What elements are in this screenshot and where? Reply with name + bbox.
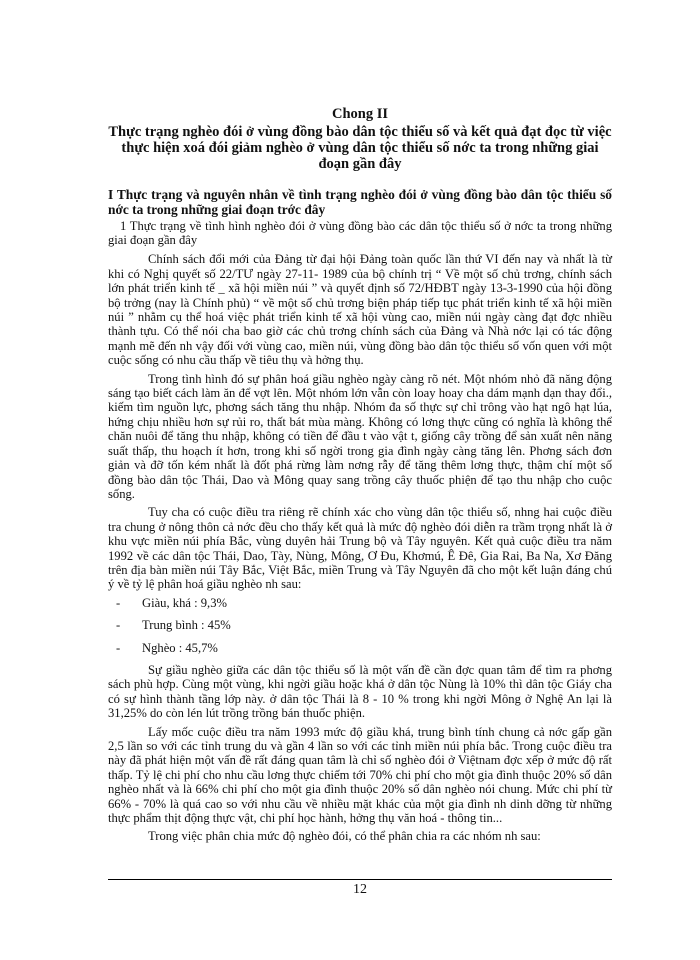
- paragraph-1: Chính sách đổi mới của Đảng từ đại hội Đảng toàn quốc lần thứ VI đến nay và nhất là từ khi có Nghị quyết số 22/TƯ ngày 27-11- 1989 của bộ chính trị “ Về một số chủ trơng, chính sách lớn phát triển kinh tế _ xã hội miền núi ” và quyết định số 72/HĐBT ngày 13-3-1990 của hội đồng bộ trởng (nay là Chính phủ) “ về một số chủ trơng biện pháp tiếp tục phát triển kinh tế xã hội miền núi ” nhằm cụ thể hoá việc phát triển kinh tế xã hội vùng cao, miền núi ngày càng đạt đợc nhiều thành tựu. Có thể nói cha bao giờ các chủ trơng chính sách của Đảng và Nhà nớc lại có tác động mạnh mẽ đến nh vậy đối với vùng cao, miền núi, vùng đồng bào dân tộc thiểu số vốn quen với một cuộc sống có nhu cầu thấp về tiêu thụ và hởng thụ.: [108, 252, 612, 368]
- section-heading: I Thực trạng và nguyên nhân về tình trạng nghèo đói ở vùng đồng bào dân tộc thiểu số nớc ta trong những giai đoạn trớc đây: [108, 187, 612, 217]
- list-item: - Trung bình : 45%: [116, 618, 231, 633]
- chapter-heading: Chong II: [331, 106, 388, 122]
- chapter-title: Thực trạng nghèo đói ở vùng đồng bào dân tộc thiểu số và kết quả đạt đọc từ việc thực hiện xoá đói giảm nghèo ở vùng dân tộc thiểu số nớc ta trong những giai đoạn gần đây: [108, 124, 612, 172]
- poverty-rate-list: [108, 596, 612, 655]
- page-number: 12: [353, 882, 367, 897]
- list-item: - Giàu, khá : 9,3%: [116, 595, 227, 610]
- list-item-text: Trung bình : 45%: [142, 618, 231, 633]
- footer-divider: [108, 879, 612, 880]
- paragraph-2: Trong tình hình đó sự phân hoá giầu nghèo ngày càng rõ nét. Một nhóm nhỏ đã năng động sáng tạo biết cách làm ăn để vợt lên. Một nhóm lớn vẫn còn loay hoay cha dám mạnh dạn thay đổi., kiếm tìm nguồn lực, phơng sách tăng thu nhập. Nhóm đa số thực sự chỉ trông vào hạt ngô hạt lúa, hứng chịu nhiều hơn sự rủi ro, thất bát mùa màng. Không có lơng thực cũng có nghĩa là không thể chăn nuôi để tăng thu nhập, không có tiền để đầu t vào vật t, giống cây trồng để sản xuất nên năng suất thấp, thu hoạch ít hơn, trong khi số ngời trong gia đình ngày càng tăng lên. Phơng sách đơn giản và đỡ tốn kém nhất là đốt phá rừng làm nơng rẫy để tăng thêm lơng thực, thậm chí một số đồng bào dân tộc Thái, Dao và Mông quay sang trồng cây thuốc phiện để tạo thu nhập cho cuộc sống.: [108, 371, 612, 501]
- page-content: [108, 106, 612, 848]
- paragraph-4: Sự giầu nghèo giữa các dân tộc thiểu số là một vấn đề cần đợc quan tâm để tìm ra phơng sách phù hợp. Cùng một vùng, khi ngời giầu hoặc khá ở dân tộc Nùng là 10% thì dân tộc Giáy cha có sự hình thành tầng lớp này. ở dân tộc Thái là 8 - 10 % trong khi ngời Mông ở Nghệ An lại là 31,25% do còn lén lút trồng trồng bán thuốc phiện.: [108, 662, 612, 721]
- subsection-heading: 1 Thực trạng về tình hình nghèo đói ở vùng đồng bào các dân tộc thiểu số ở nớc ta trong những giai đoạn gần đây: [108, 218, 612, 247]
- list-item-text: Nghèo : 45,7%: [142, 640, 218, 655]
- list-item-text: Giàu, khá : 9,3%: [142, 595, 227, 610]
- paragraph-3: Tuy cha có cuộc điều tra riêng rẽ chính xác cho vùng dân tộc thiểu số, nhng hai cuộc điều tra chung ở nông thôn cả nớc đều cho thấy kết quả là mức độ nghèo đói diễn ra trầm trọng nhất là ở khu vực miền núi phía Bắc, vùng duyên hải Trung bộ và Tây nguyên. Kết quả cuộc điều tra năm 1992 về các dân tộc Thái, Dao, Tày, Nùng, Mông, Ơ Đu, Khơmú, Ê Đê, Gia Rai, Ba Na, Xơ Đăng trên địa bàn miền núi Tây Bắc, Việt Bắc, miền Trung và Tây Nguyên đã cho một kết luận đáng chú ý về tỷ lệ phân hoá giầu nghèo nh sau:: [108, 505, 612, 592]
- paragraph-6: Trong việc phân chia mức độ nghèo đói, có thể phân chia ra các nhóm nh sau:: [148, 829, 541, 844]
- paragraph-5: Lấy mốc cuộc điều tra năm 1993 mức độ giầu khá, trung bình tính chung cả nớc gấp gần 2,5 lần so với các tỉnh trung du và gần 4 lần so với các tỉnh miền núi phía bắc. Trong cuộc điều tra này đã phát hiện một vấn đề rất đáng quan tâm là chỉ số nghèo đói ở Việtnam đợc xếp ở mức độ rất thấp. Tỷ lệ chi phí cho nhu cầu lơng thực chiếm tới 70% chi phí cho một gia đình thuộc 20% số dân nghèo nhất và là 66% chi phí cho một gia đình thuộc 20% số dân nghèo nói chung. Mức chi phí từ 66% - 70% là quá cao so với nhu cầu về nhiều mặt khác của một gia đình nh dinh dỡng từ những thực phẩm thịt động thực vật, chi phí học hành, hởng thụ văn hoá - thông tin...: [108, 724, 612, 826]
- list-item: - Nghèo : 45,7%: [116, 640, 218, 655]
